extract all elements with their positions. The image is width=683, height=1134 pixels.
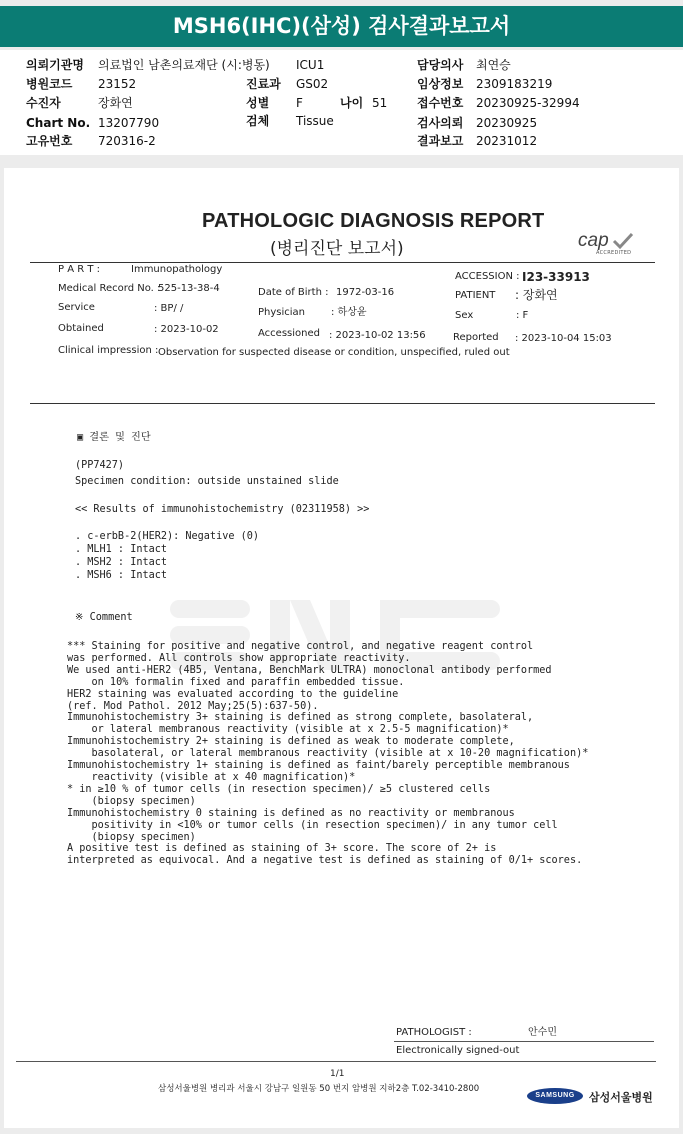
accession-label: ACCESSION : [455,271,520,282]
comment-line: * in ≥10 % of tumor cells (in resection specimen)/ ≥5 clustered cells [67,783,491,795]
receipt-value: 20230925-32994 [476,96,580,110]
unique-value: 720316-2 [98,134,156,148]
comment-line: (biopsy specimen) [67,831,196,843]
comment-line: Immunohistochemistry 0 staining is defined as no reactivity or membranous [67,807,515,819]
comment-line: Immunohistochemistry 2+ staining is defined as weak to moderate complete, [67,736,515,748]
obtained-value: : 2023-10-02 [154,324,219,335]
cap-accredited-logo [576,230,638,258]
ward-value: ICU1 [296,58,325,72]
comment-line: was performed. All controls show appropriate reactivity. [67,652,411,664]
specimen-value: Tissue [296,114,334,128]
section-title: ▣ 결론 및 진단 [77,432,151,443]
hospital-code-label: 병원코드 [26,77,73,91]
request-label: 검사의뢰 [417,116,464,130]
service-label: Service [58,302,95,313]
report-main-title: PATHOLOGIC DIAGNOSIS REPORT [202,210,545,232]
dept-label: 진료과 [246,77,281,91]
footer-address: 삼성서울병원 병리과 서울시 강남구 일원동 50 번지 암병원 지하2층 T.02-3410-2800 [158,1084,480,1094]
result-value: 20231012 [476,134,538,148]
chart-label: Chart No. [26,116,91,130]
accession-value: I23-33913 [522,270,590,284]
institution-label: 의뢰기관명 [26,58,84,72]
obtained-label: Obtained [58,323,104,334]
report-subtitle: (병리진단 보고서) [270,239,404,259]
request-info-panel [0,50,683,155]
samsung-logo-oval: SAMSUNG [527,1088,583,1104]
comment-line: on 10% formalin fixed and paraffin embedded tissue. [67,676,405,688]
dob-label: Date of Birth : [258,287,329,298]
institution-value: 의료법인 남촌의료재단 (시:병동) [98,58,270,72]
comment-line: Immunohistochemistry 3+ staining is defined as strong complete, basolateral, [67,712,534,724]
report-title-bar: MSH6(IHC)(삼성) 검사결과보고서 [0,6,683,47]
patient-label: 수진자 [26,96,61,110]
clinical-impression-label: Clinical impression : [58,345,159,356]
receipt-label: 접수번호 [417,96,464,110]
checkmark-icon [612,232,634,250]
comment-body [67,641,588,867]
patient-label: PATIENT [455,290,496,301]
signed-out-text: Electronically signed-out [396,1045,520,1056]
comment-line: HER2 staining was evaluated according to the guideline [67,688,399,700]
top-divider [30,262,655,263]
reported-label: Reported [453,332,499,343]
specimen-label: 검체 [246,114,270,128]
comment-line: (ref. Mod Pathol. 2012 May;25(5):637-50). [67,700,319,712]
accessioned-label: Accessioned [258,328,320,339]
signature-line [394,1041,654,1042]
chart-value: 13207790 [98,116,160,130]
result-mlh1: . MLH1 : Intact [75,544,168,555]
service-value: : BP/ / [154,303,184,314]
comment-line: We used anti-HER2 (4B5, Ventana, BenchMark ULTRA) monoclonal antibody performed [67,664,552,676]
pathologist-name: 안수민 [528,1027,557,1038]
doctor-label: 담당의사 [417,58,464,72]
comment-line: (biopsy specimen) [67,795,196,807]
physician-label: Physician [258,307,306,318]
middle-divider [30,403,655,404]
part-value: Immunopathology [131,264,223,275]
sex-label: Sex [455,310,474,321]
mrn-label: Medical Record No. : [58,283,161,294]
patient-value: 장화연 [98,96,133,110]
physician-value: : 하상윤 [331,307,367,318]
patient-value: : 장화연 [515,288,558,302]
dept-value: GS02 [296,77,329,91]
samsung-hospital-logo [527,1088,653,1104]
comment-line: A positive test is defined as staining of 3+ score. The score of 2+ is [67,843,497,855]
hospital-code-value: 23152 [98,77,137,91]
part-label: P A R T : [58,264,101,275]
age-value: 51 [372,96,388,110]
comment-line: basolateral, or lateral membranous reactivity (visible at x 10-20 magnification)* [67,748,589,760]
age-label: 나이 [340,96,364,110]
sex-value: : F [516,310,529,321]
mrn-value: 525-13-38-4 [158,283,220,294]
comment-line: *** Staining for positive and negative control, and negative reagent control [67,641,534,652]
cap-accredited-text: ACCREDITED [596,250,632,256]
doctor-value: 최연승 [476,58,511,72]
ihc-header: << Results of immunohistochemistry (02311958) >> [75,504,370,515]
footer-divider [16,1061,656,1062]
dob-value: 1972-03-16 [336,287,395,298]
clinical-info-value: 2309183219 [476,77,553,91]
clinical-info-label: 임상정보 [417,77,464,91]
request-value: 20230925 [476,116,538,130]
comment-line: Immunohistochemistry 1+ staining is defined as faint/barely perceptible membranous [67,760,570,772]
specimen-condition: Specimen condition: outside unstained slide [75,476,339,487]
sex-label: 성별 [246,96,270,110]
sex-value: F [296,96,303,110]
case-code: (PP7427) [75,460,125,471]
reported-value: : 2023-10-04 15:03 [515,333,612,344]
cap-logo-text: cap [578,230,609,251]
comment-line: or lateral membranous reactivity (visible at x 2.5-5 magnification)* [67,724,509,736]
comment-line: reactivity (visible at x 40 magnification)* [67,771,356,783]
clinical-impression-value: Observation for suspected disease or condition, unspecified, ruled out [158,347,510,358]
unique-label: 고유번호 [26,134,73,148]
comment-line: interpreted as equivocal. And a negative test is defined as staining of 0/1+ scores. [67,855,583,867]
pathologist-label: PATHOLOGIST : [396,1027,472,1038]
result-msh2: . MSH2 : Intact [75,557,168,568]
hospital-name: 삼성서울병원 [589,1091,653,1104]
page-number: 1/1 [330,1069,345,1079]
result-label: 결과보고 [417,134,464,148]
result-her2: . c-erbB-2(HER2): Negative (0) [75,531,260,542]
comment-line: positivity in <10% or tumor cells (in resection specimen)/ in any tumor cell [67,819,558,831]
accessioned-value: : 2023-10-02 13:56 [329,330,426,341]
comment-title: ※ Comment [75,612,133,623]
result-msh6: . MSH6 : Intact [75,570,168,581]
